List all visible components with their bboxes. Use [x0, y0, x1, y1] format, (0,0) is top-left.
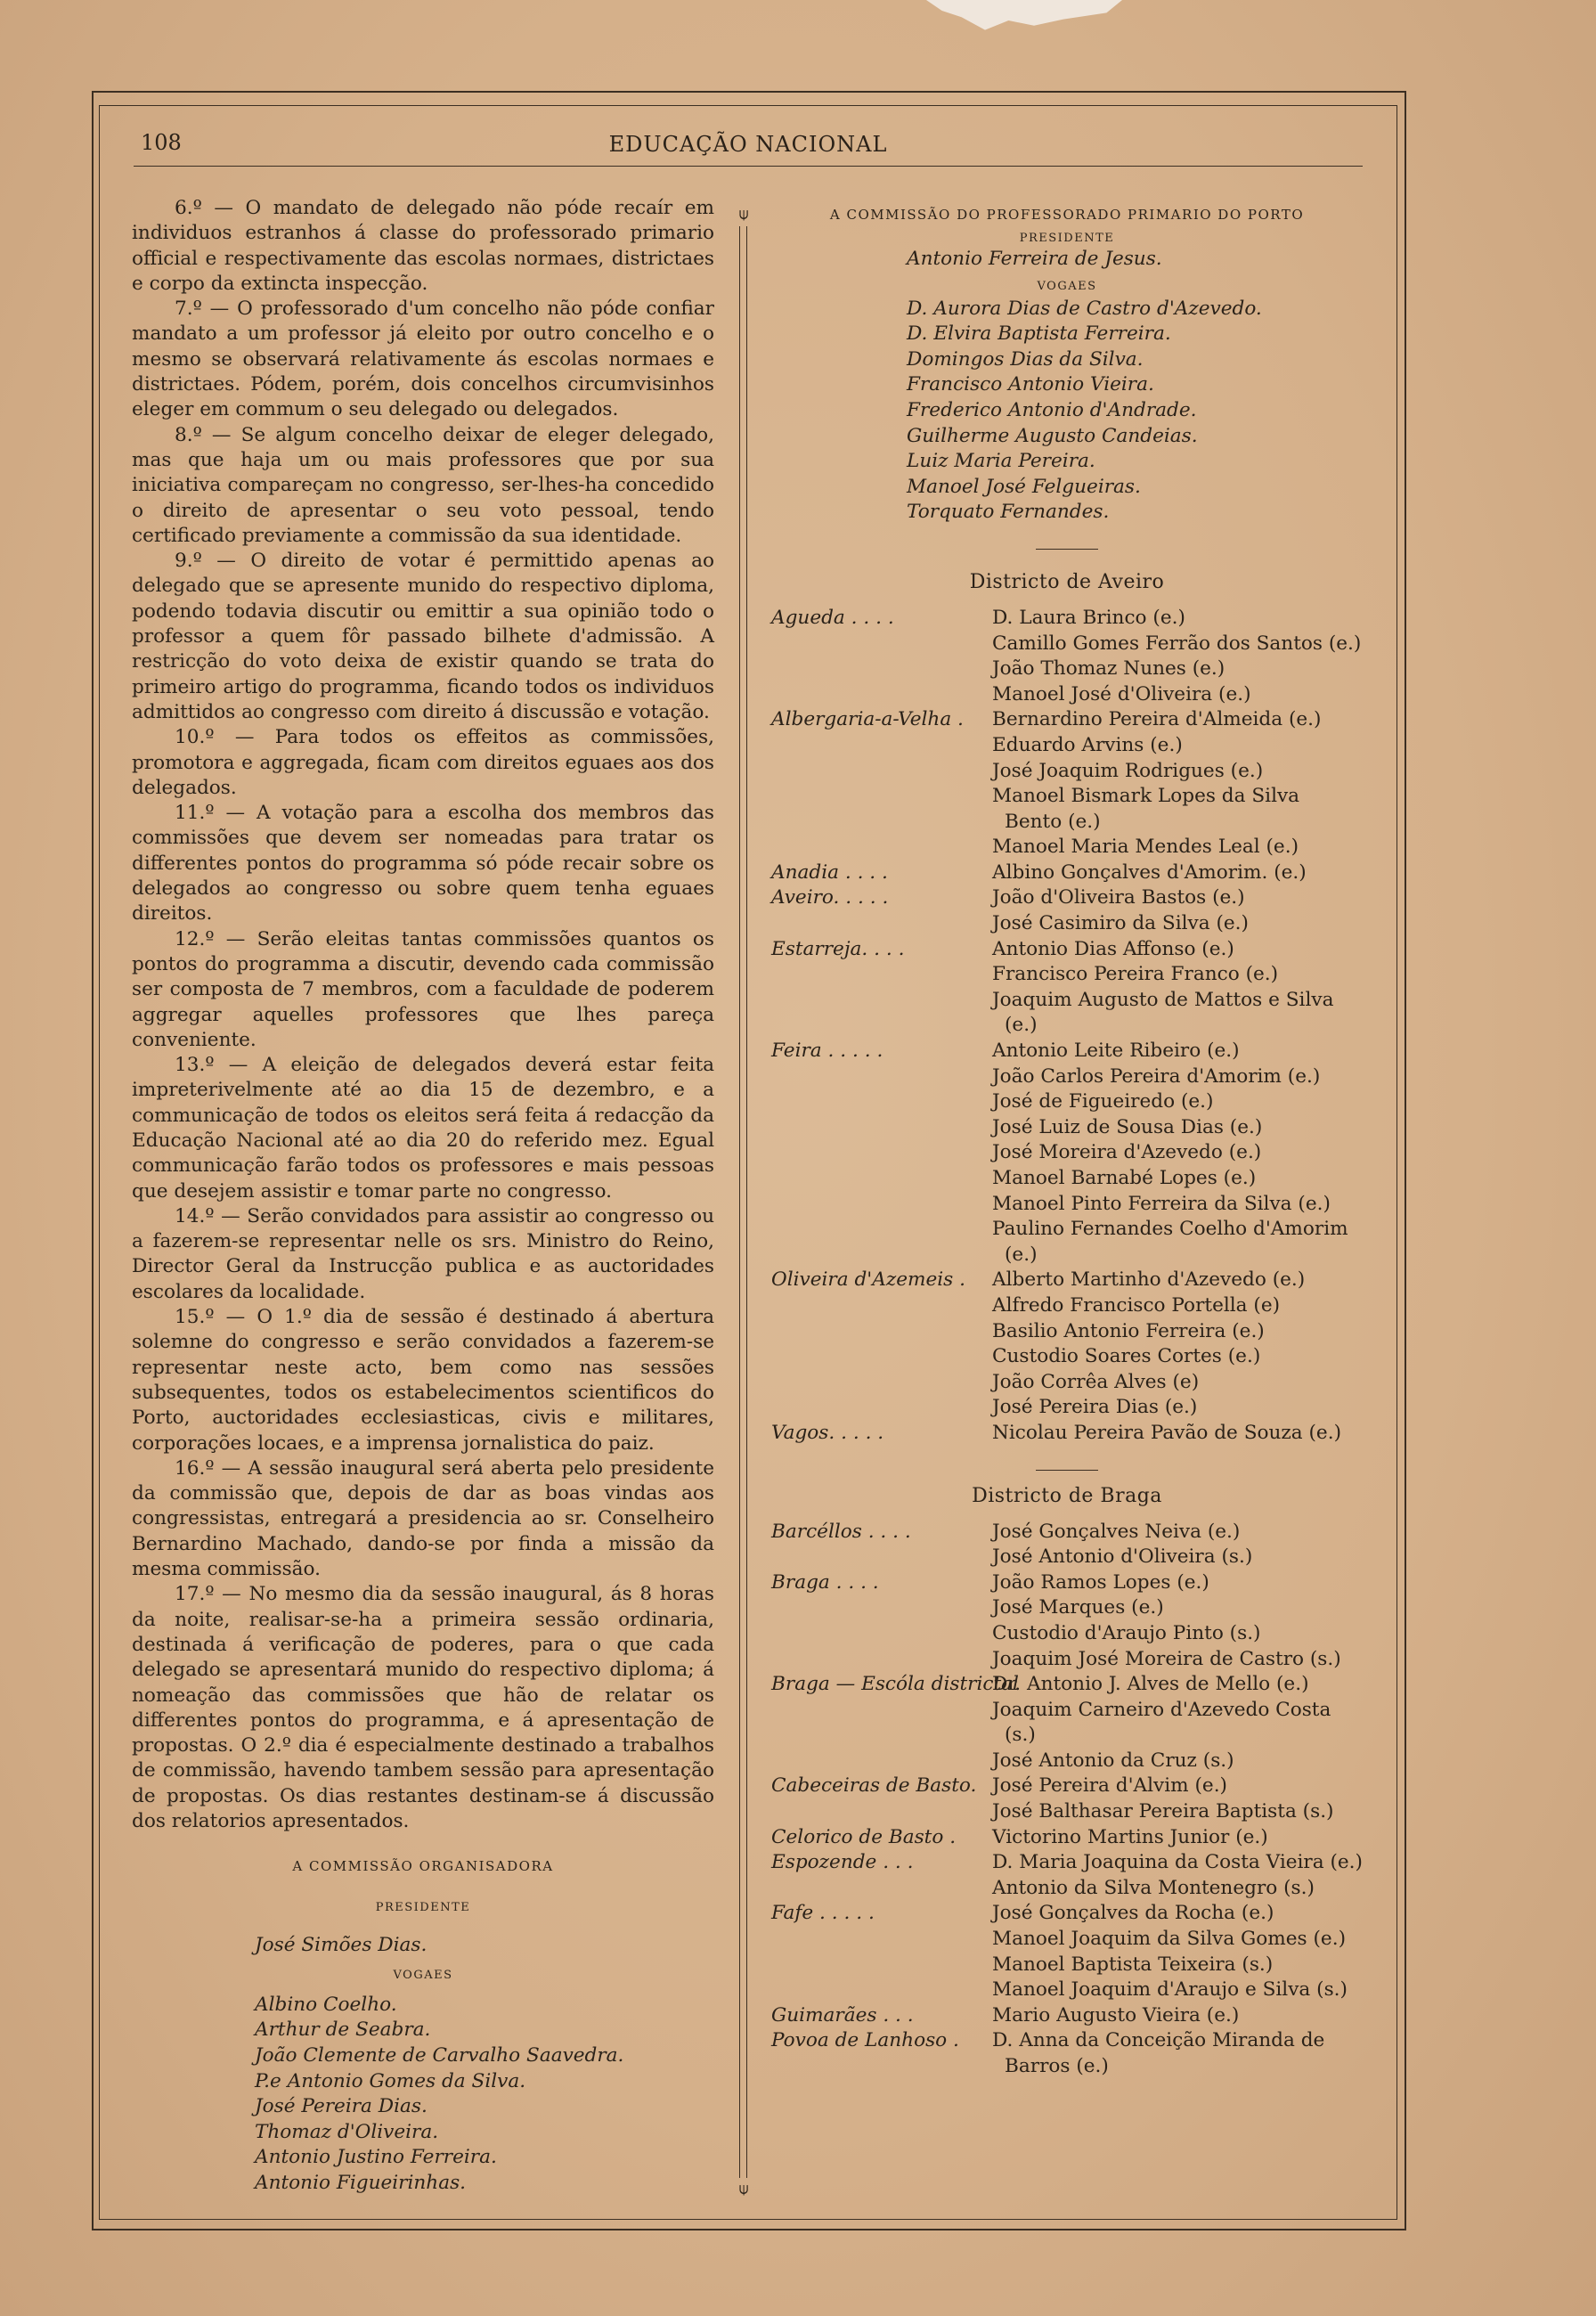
district-entry	[771, 2003, 1363, 2029]
delegate-list	[992, 707, 1363, 860]
district-entry	[771, 860, 1363, 886]
porto-vogal-name: D. Aurora Dias de Castro d'Azevedo.	[907, 297, 1262, 320]
delegate-list	[992, 885, 1363, 936]
vogal-name: P.e Antonio Gomes da Silva.	[255, 2069, 526, 2092]
delegate-name: D. Maria Joaquina da Costa Vieira (e.)	[992, 1851, 1363, 1874]
municipality-name: Agueda . . . .	[771, 606, 894, 629]
municipality-name: Estarreja. . . .	[771, 937, 905, 960]
commission-organisadora-title: A COMMISSÃO ORGANISADORA	[292, 1858, 554, 1875]
delegate-list	[992, 1520, 1363, 1570]
district-entry	[771, 1421, 1363, 1447]
delegate-name: José de Figueiredo (e.)	[992, 1090, 1214, 1113]
section-separator	[1036, 549, 1098, 550]
delegate-list	[992, 606, 1363, 707]
commission-porto-title: A COMMISSÃO DO PROFESSORADO PRIMARIO DO PORTO	[829, 207, 1305, 223]
porto-vogal-name: Luiz Maria Pereira.	[907, 450, 1095, 473]
delegate-name: Alfredo Francisco Portella (e)	[992, 1293, 1281, 1317]
delegate-name: D. Anna da Conceição Miranda de Barros (e.)	[992, 2029, 1325, 2077]
delegate-name: Victorino Martins Junior (e.)	[992, 1825, 1268, 1848]
left-column	[132, 196, 714, 2197]
vogal-name: Thomaz d'Oliveira.	[255, 2120, 439, 2143]
municipality-name: Feira . . . . .	[771, 1040, 884, 1063]
delegate-list	[992, 860, 1363, 886]
district-entry	[771, 1672, 1363, 1774]
delegate-name: Manoel Bismark Lopes da Silva Bento (e.)	[992, 785, 1300, 833]
delegate-name: José Antonio da Cruz (s.)	[992, 1749, 1234, 1772]
vogal-name: Antonio Justino Ferreira.	[255, 2146, 497, 2169]
delegate-name: Mario Augusto Vieira (e.)	[992, 2003, 1240, 2026]
district-entry	[771, 707, 1363, 860]
municipality-name: Barcéllos . . . .	[771, 1520, 911, 1543]
porto-vogal-name: Francisco Antonio Vieira.	[907, 373, 1154, 396]
article-paragraph: 12.º — Serão eleitas tantas commissões quantos os pontos do programma a discutir, devendo cada commissão ser composta de 7 membros, com a faculdade de poderem aggregar aquelles professores que lhes pareça conveniente.	[132, 927, 714, 1051]
delegate-list	[992, 1570, 1363, 1672]
delegate-name: José Marques (e.)	[992, 1596, 1164, 1619]
municipality-name: Cabeceiras de Basto.	[771, 1774, 977, 1798]
delegate-name: Antonio da Silva Montenegro (s.)	[992, 1876, 1315, 1899]
delegate-name: Manoel Joaquim d'Araujo e Silva (s.)	[992, 1978, 1348, 2002]
municipality-name: Povoa de Lanhoso .	[771, 2029, 959, 2052]
districts	[771, 549, 1363, 2080]
delegate-name: José Gonçalves da Rocha (e.)	[992, 1902, 1274, 1925]
delegate-list	[992, 2003, 1363, 2029]
delegate-name: Manoel José d'Oliveira (e.)	[992, 682, 1251, 705]
commission-organisadora	[132, 1854, 714, 2196]
delegate-name: João d'Oliveira Bastos (e.)	[992, 886, 1245, 909]
delegate-name: Antonio Dias Affonso (e.)	[992, 937, 1234, 960]
delegate-name: João Carlos Pereira d'Amorim (e.)	[992, 1064, 1321, 1088]
vogal-name: Albino Coelho.	[255, 1993, 397, 2016]
delegate-list	[992, 1901, 1363, 2002]
porto-vogal-name: Guilherme Augusto Candeias.	[907, 424, 1198, 447]
delegate-list	[992, 1850, 1363, 1901]
delegate-name: João Thomaz Nunes (e.)	[992, 657, 1226, 681]
district-title: Districto de Aveiro	[969, 570, 1165, 593]
article-paragraph: 17.º — No mesmo dia da sessão inaugural, ás 8 horas da noite, realisar-se-ha a primeira sessão ordinaria, destinada á verificação de poderes, para o que cada delegado se apresentará munido do respectivo diploma; á nomeação das commissões que hão de relatar os differentes pontos do programma, e á apresentação de propostas. O 2.º dia é especialmente destinado a trabalhos de commissão, havendo tambem sessão para apresentação de propostas. Os dias restantes destinam-se á discussão dos relatorios apresentados.	[132, 1583, 714, 1832]
delegate-name: Francisco Pereira Franco (e.)	[992, 963, 1279, 986]
section-separator	[1036, 1470, 1098, 1471]
delegate-name: José Joaquim Rodrigues (e.)	[992, 759, 1264, 782]
delegate-name: Joaquim José Moreira de Castro (s.)	[992, 1647, 1341, 1670]
district-title: Districto de Braga	[972, 1484, 1162, 1507]
page-number: 108	[141, 130, 182, 155]
porto-vogal-name: Domingos Dias da Silva.	[907, 347, 1144, 371]
district-block	[771, 571, 1363, 1447]
porto-vogaes-list	[907, 297, 1363, 526]
vogaes-list	[255, 1993, 714, 2197]
delegate-list	[992, 1672, 1363, 1774]
delegate-name: Paulino Fernandes Coelho d'Amorim (e.)	[992, 1218, 1348, 1266]
porto-vogal-name: D. Elvira Baptista Ferreira.	[907, 322, 1171, 346]
president-name: José Simões Dias.	[255, 1933, 428, 1956]
vogal-name: João Clemente de Carvalho Saavedra.	[255, 2043, 624, 2067]
municipality-name: Oliveira d'Azemeis .	[771, 1268, 965, 1292]
delegate-name: D. Laura Brinco (e.)	[992, 606, 1185, 629]
divider-ornament-bottom: ⍦	[738, 2180, 749, 2198]
delegate-name: Albino Gonçalves d'Amorim. (e.)	[992, 860, 1307, 884]
district-block	[771, 1485, 1363, 2080]
municipality-name: Celorico de Basto .	[771, 1825, 957, 1848]
delegate-name: João Ramos Lopes (e.)	[992, 1570, 1209, 1594]
municipality-name: Vagos. . . . .	[771, 1421, 884, 1444]
delegate-name: Joaquim Carneiro d'Azevedo Costa (s.)	[992, 1698, 1331, 1747]
delegate-list	[992, 1039, 1363, 1268]
municipality-name: Anadia . . . .	[771, 860, 888, 884]
porto-vogaes-label: VOGAES	[1037, 279, 1097, 293]
delegate-list	[992, 937, 1363, 1039]
delegate-name: José Casimiro da Silva (e.)	[992, 912, 1249, 935]
district-entry	[771, 1268, 1363, 1421]
porto-president-label: PRESIDENTE	[1019, 232, 1115, 245]
page-title: EDUCAÇÃO NACIONAL	[608, 132, 888, 157]
district-entry	[771, 1570, 1363, 1672]
delegate-name: Custodio Soares Cortes (e.)	[992, 1345, 1261, 1368]
delegate-list	[992, 2028, 1363, 2079]
municipality-name: Espozende . . .	[771, 1851, 914, 1874]
delegate-name: José Antonio d'Oliveira (s.)	[992, 1545, 1253, 1569]
delegate-name: Manoel Joaquim da Silva Gomes (e.)	[992, 1928, 1346, 1951]
municipality-name: Albergaria-a-Velha .	[771, 708, 964, 731]
delegate-list	[992, 1774, 1363, 1824]
article-paragraph: 16.º — A sessão inaugural será aberta pelo presidente da commissão que, depois de dar as boas vindas aos congressistas, entregará a presidencia ao sr. Conselheiro Bernardino Machado, dando-se por finda a missão da mesma commissão.	[132, 1456, 714, 1581]
president-label: PRESIDENTE	[375, 1900, 471, 1914]
delegate-name: Joaquim Augusto de Mattos e Silva (e.)	[992, 988, 1334, 1037]
porto-vogal-name: Torquato Fernandes.	[907, 501, 1110, 524]
article-paragraph: 10.º — Para todos os effeitos as commissões, promotora e aggregada, ficam com direitos eguaes aos dos delegados.	[132, 726, 714, 799]
district-entry	[771, 1825, 1363, 1851]
article-paragraph: 11.º — A votação para a escolha dos membros das commissões que devem ser nomeadas para tratar os differentes pontos do programma só póde recair sobre os delegados ao congresso ou sobre quem tenha eguaes direitos.	[132, 802, 714, 926]
divider-ornament-top: ⍦	[738, 205, 749, 224]
article-paragraph: 9.º — O direito de votar é permittido apenas ao delegado que se apresente munido do respectivo diploma, podendo todavia discutir ou emittir a sua opinião todo o professor a quem fôr passado bilhete d'admissão. A restricção do voto deixa de existir quando se trata do primeiro artigo do programma, ficando todos os individuos admittidos ao congresso com direito á discussão e votação.	[132, 550, 714, 723]
porto-president-name: Antonio Ferreira de Jesus.	[907, 248, 1162, 270]
district-entry	[771, 1520, 1363, 1570]
district-entry	[771, 885, 1363, 936]
district-entry	[771, 1039, 1363, 1268]
delegate-name: Manoel Pinto Ferreira da Silva (e.)	[992, 1192, 1331, 1215]
commission-porto	[771, 207, 1363, 526]
delegate-name: José Luiz de Sousa Dias (e.)	[992, 1115, 1263, 1138]
district-entry	[771, 937, 1363, 1039]
article-paragraph: 7.º — O professorado d'um concelho não póde confiar mandato a um professor já eleito por outro concelho e o mesmo se observará relativamente ás escolas normaes e districtaes. Pódem, porém, dois concelhos circumvisinhos eleger em commum o seu delegado ou delegados.	[132, 298, 714, 421]
delegate-name: Eduardo Arvins (e.)	[992, 733, 1183, 756]
delegate-name: Camillo Gomes Ferrão dos Santos (e.)	[992, 632, 1362, 655]
municipality-name: Fafe . . . . .	[771, 1902, 875, 1925]
vogal-name: Antonio Figueirinhas.	[255, 2171, 467, 2194]
municipality-name: Aveiro. . . . .	[771, 886, 889, 909]
delegate-name: Manoel Maria Mendes Leal (e.)	[992, 836, 1299, 859]
column-divider	[736, 207, 752, 2198]
delegate-name: João Corrêa Alves (e)	[992, 1370, 1200, 1393]
article-paragraph: 6.º — O mandato de delegado não póde recaír em individuos estranhos á classe do professorado primario official e respectivamente das escolas normaes, districtaes e corpo da extincta inspecção.	[132, 197, 714, 295]
delegate-name: Bernardino Pereira d'Almeida (e.)	[992, 708, 1322, 731]
district-entry	[771, 1901, 1363, 2002]
municipality-name: Guimarães . . .	[771, 2003, 914, 2026]
article-paragraph: 14.º — Serão convidados para assistir ao congresso ou a fazerem-se representar nelle os srs. Ministro do Reino, Director Geral da Instrucção publica e as auctoridades escolares da localidade.	[132, 1204, 714, 1303]
article-paragraph: 13.º — A eleição de delegados deverá estar feita impreterivelmente até ao dia 15 de dezembro, e a communicação de todos os eleitos será feita á redacção da Educação Nacional até ao dia 20 do referido mez. Egual communicação farão todos os professores e mais pessoas que desejem assistir e tomar parte no congresso.	[132, 1054, 714, 1203]
district-entry	[771, 1850, 1363, 1901]
municipality-name: Braga — Escóla districtal	[771, 1673, 1019, 1696]
right-column	[771, 207, 1363, 2080]
district-entry	[771, 606, 1363, 707]
left-paragraphs	[132, 196, 714, 1834]
article-paragraph: 15.º — O 1.º dia de sessão é destinado á abertura solemne do congresso e serão convidados a fazerem-se representar neste acto, bem como nas sessões subsequentes, todos os estabelecimentos scientificos do Porto, auctoridades ecclesiasticas, civis e militares, corporações locaes, e a imprensa jornalistica do paiz.	[132, 1306, 714, 1455]
delegate-name: José Balthasar Pereira Baptista (s.)	[992, 1800, 1334, 1823]
delegate-name: Dr. Antonio J. Alves de Mello (e.)	[992, 1673, 1309, 1696]
delegate-name: Manoel Baptista Teixeira (s.)	[992, 1953, 1274, 1976]
delegate-name: Custodio d'Araujo Pinto (s.)	[992, 1621, 1261, 1644]
porto-vogal-name: Frederico Antonio d'Andrade.	[907, 398, 1197, 421]
delegate-name: José Pereira d'Alvim (e.)	[992, 1774, 1227, 1798]
district-entry	[771, 2028, 1363, 2079]
delegate-list	[992, 1825, 1363, 1851]
delegate-name: Alberto Martinho d'Azevedo (e.)	[992, 1268, 1306, 1292]
delegate-name: Antonio Leite Ribeiro (e.)	[992, 1040, 1240, 1063]
delegate-name: Basilio Antonio Ferreira (e.)	[992, 1319, 1265, 1342]
delegate-name: Manoel Barnabé Lopes (e.)	[992, 1167, 1257, 1189]
delegate-name: José Pereira Dias (e.)	[992, 1396, 1198, 1419]
delegate-list	[992, 1421, 1363, 1447]
delegate-name: José Gonçalves Neiva (e.)	[992, 1520, 1241, 1543]
article-paragraph: 8.º — Se algum concelho deixar de eleger delegado, mas que haja um ou mais professores que por sua iniciativa compareçam no congresso, ser-lhes-ha concedido o direito de apresentar o seu voto pessoal, tendo certificado previamente a commissão da sua identidade.	[132, 423, 714, 547]
vogaes-label: VOGAES	[393, 1969, 453, 1983]
page-header	[134, 125, 1363, 167]
municipality-name: Braga . . . .	[771, 1570, 879, 1594]
vogal-name: José Pereira Dias.	[255, 2095, 428, 2118]
district-entry	[771, 1774, 1363, 1824]
vogal-name: Arthur de Seabra.	[255, 2018, 431, 2042]
delegate-list	[992, 1268, 1363, 1421]
delegate-name: José Moreira d'Azevedo (e.)	[992, 1141, 1262, 1164]
porto-vogal-name: Manoel José Felgueiras.	[907, 475, 1141, 498]
delegate-name: Nicolau Pereira Pavão de Souza (e.)	[992, 1421, 1341, 1444]
